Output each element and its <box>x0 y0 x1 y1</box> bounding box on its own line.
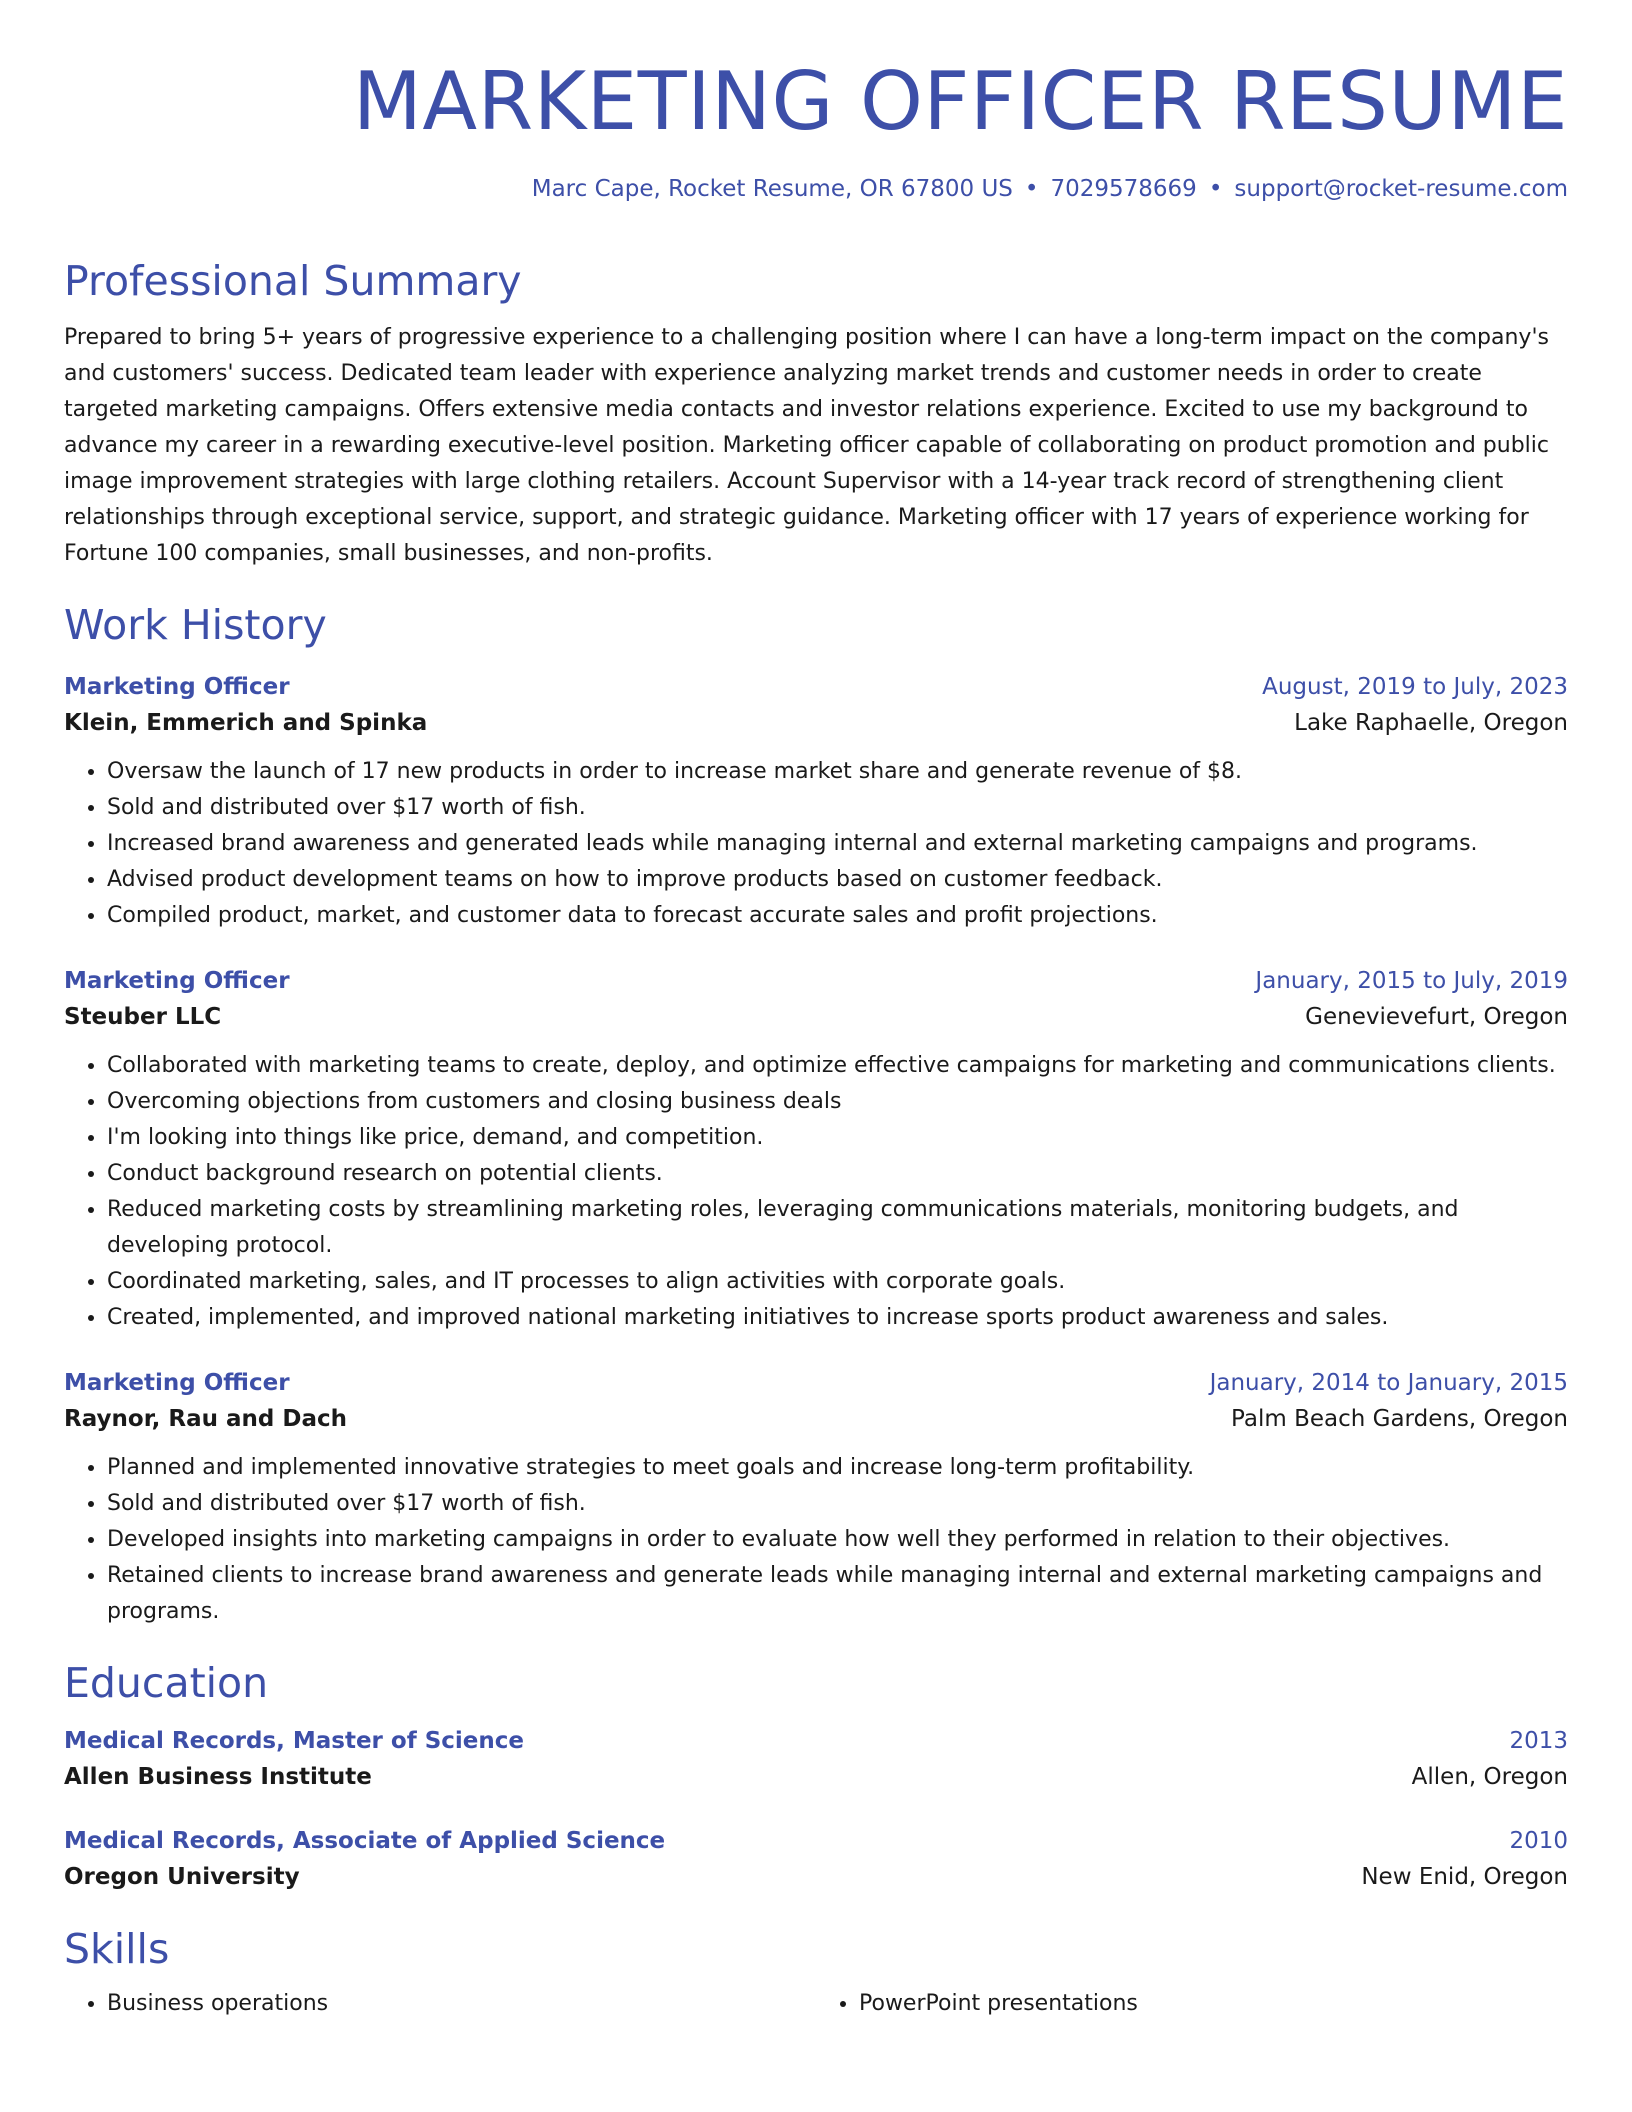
contact-separator: • <box>1208 176 1223 202</box>
contact-separator: • <box>1024 176 1039 202</box>
skill-item: • PowerPoint presentations <box>859 1986 1568 2022</box>
job-bullet: • Retained clients to increase brand awareness and generate leads while managing internal and external marketing campaigns and programs. <box>107 1558 1568 1630</box>
job-bullet: • Collaborated with marketing teams to create, deploy, and optimize effective campaigns for marketing and communications clients. <box>107 1048 1568 1084</box>
job-bullet: • Advised product development teams on how to improve products based on customer feedback. <box>107 862 1568 898</box>
job-bullet: • Compiled product, market, and customer data to forecast accurate sales and profit projections. <box>107 898 1568 934</box>
contact-address: Marc Cape, Rocket Resume, OR 67800 US <box>531 176 1013 202</box>
summary-section <box>64 256 1568 572</box>
skills-grid <box>64 1986 1568 2022</box>
job-bullet: • Sold and distributed over $17 worth of fish. <box>107 790 1568 826</box>
job-bullet: • Planned and implemented innovative strategies to meet goals and increase long-term profitability. <box>107 1450 1568 1486</box>
resume-title: MARKETING OFFICER RESUME <box>352 55 1568 148</box>
education-school: Oregon University <box>64 1864 300 1890</box>
summary-heading: Professional Summary <box>64 257 522 305</box>
job-title: Marketing Officer <box>64 674 290 700</box>
education-degree: Medical Records, Master of Science <box>64 1728 525 1754</box>
job-bullet: • Increased brand awareness and generated leads while managing internal and external marketing campaigns and programs. <box>107 826 1568 862</box>
job-company: Steuber LLC <box>64 1004 222 1030</box>
job-dates: January, 2015 to July, 2019 <box>1255 968 1568 994</box>
work-history-heading: Work History <box>64 601 327 649</box>
job-location: Palm Beach Gardens, Oregon <box>1231 1406 1568 1432</box>
education-heading: Education <box>64 1659 269 1707</box>
job-bullets <box>64 1450 1568 1630</box>
job-company: Raynor, Rau and Dach <box>64 1406 347 1432</box>
job-bullet: • Coordinated marketing, sales, and IT processes to align activities with corporate goals. <box>107 1264 1568 1300</box>
job-bullet: • Sold and distributed over $17 worth of fish. <box>107 1486 1568 1522</box>
education-location: New Enid, Oregon <box>1361 1864 1568 1890</box>
job-bullets <box>64 1048 1568 1336</box>
education-section <box>64 1658 1568 1896</box>
job-bullet: • Conduct background research on potential clients. <box>107 1156 1568 1192</box>
education-entry <box>64 1824 1568 1896</box>
job-entry <box>64 670 1568 934</box>
education-year: 2013 <box>1509 1728 1568 1754</box>
job-entry <box>64 1366 1568 1630</box>
contact-line <box>64 174 1568 204</box>
job-bullet: • I'm looking into things like price, demand, and competition. <box>107 1120 1568 1156</box>
job-company: Klein, Emmerich and Spinka <box>64 710 428 736</box>
job-bullet: • Overcoming objections from customers and closing business deals <box>107 1084 1568 1120</box>
skills-column-left <box>64 1986 816 2022</box>
education-location: Allen, Oregon <box>1411 1764 1568 1790</box>
job-bullet: • Reduced marketing costs by streamlining marketing roles, leveraging communications materials, monitoring budgets, and developing protocol. <box>107 1192 1568 1264</box>
job-location: Lake Raphaelle, Oregon <box>1294 710 1568 736</box>
contact-email[interactable]: support@rocket-resume.com <box>1234 176 1568 202</box>
job-dates: January, 2014 to January, 2015 <box>1209 1370 1568 1396</box>
summary-text: Prepared to bring 5+ years of progressive experience to a challenging position where I can have a long-term impact on the company's and customers' success. Dedicated team leader with experience analyzing market trends and customer needs in order to create targeted marketing campaigns. Offers extensive media contacts and investor relations experience. Excited to use my background to advance my career in a rewarding executive-level position. Marketing officer capable of collaborating on product promotion and public image improvement strategies with large clothing retailers. Account Supervisor with a 14-year track record of strengthening client relationships through exceptional service, support, and strategic guidance. Marketing officer with 17 years of experience working for Fortune 100 companies, small businesses, and non-profits. <box>64 325 1549 566</box>
job-bullet: • Created, implemented, and improved national marketing initiatives to increase sports product awareness and sales. <box>107 1300 1568 1336</box>
job-bullets <box>64 754 1568 934</box>
education-degree: Medical Records, Associate of Applied Science <box>64 1828 666 1854</box>
job-location: Genevievefurt, Oregon <box>1305 1004 1568 1030</box>
education-entry <box>64 1724 1568 1796</box>
contact-phone: 7029578669 <box>1050 176 1197 202</box>
job-bullet: • Developed insights into marketing campaigns in order to evaluate how well they performed in relation to their objectives. <box>107 1522 1568 1558</box>
job-dates: August, 2019 to July, 2023 <box>1262 674 1568 700</box>
skills-heading: Skills <box>64 1925 170 1973</box>
skills-section <box>64 1924 1568 2022</box>
education-school: Allen Business Institute <box>64 1764 372 1790</box>
job-title: Marketing Officer <box>64 968 290 994</box>
job-bullet: • Oversaw the launch of 17 new products in order to increase market share and generate revenue of $8. <box>107 754 1568 790</box>
job-title: Marketing Officer <box>64 1370 290 1396</box>
education-year: 2010 <box>1509 1828 1568 1854</box>
skills-column-right <box>816 1986 1568 2022</box>
work-history-section <box>64 600 1568 1630</box>
skill-item: • Business operations <box>107 1986 816 2022</box>
job-entry <box>64 964 1568 1336</box>
